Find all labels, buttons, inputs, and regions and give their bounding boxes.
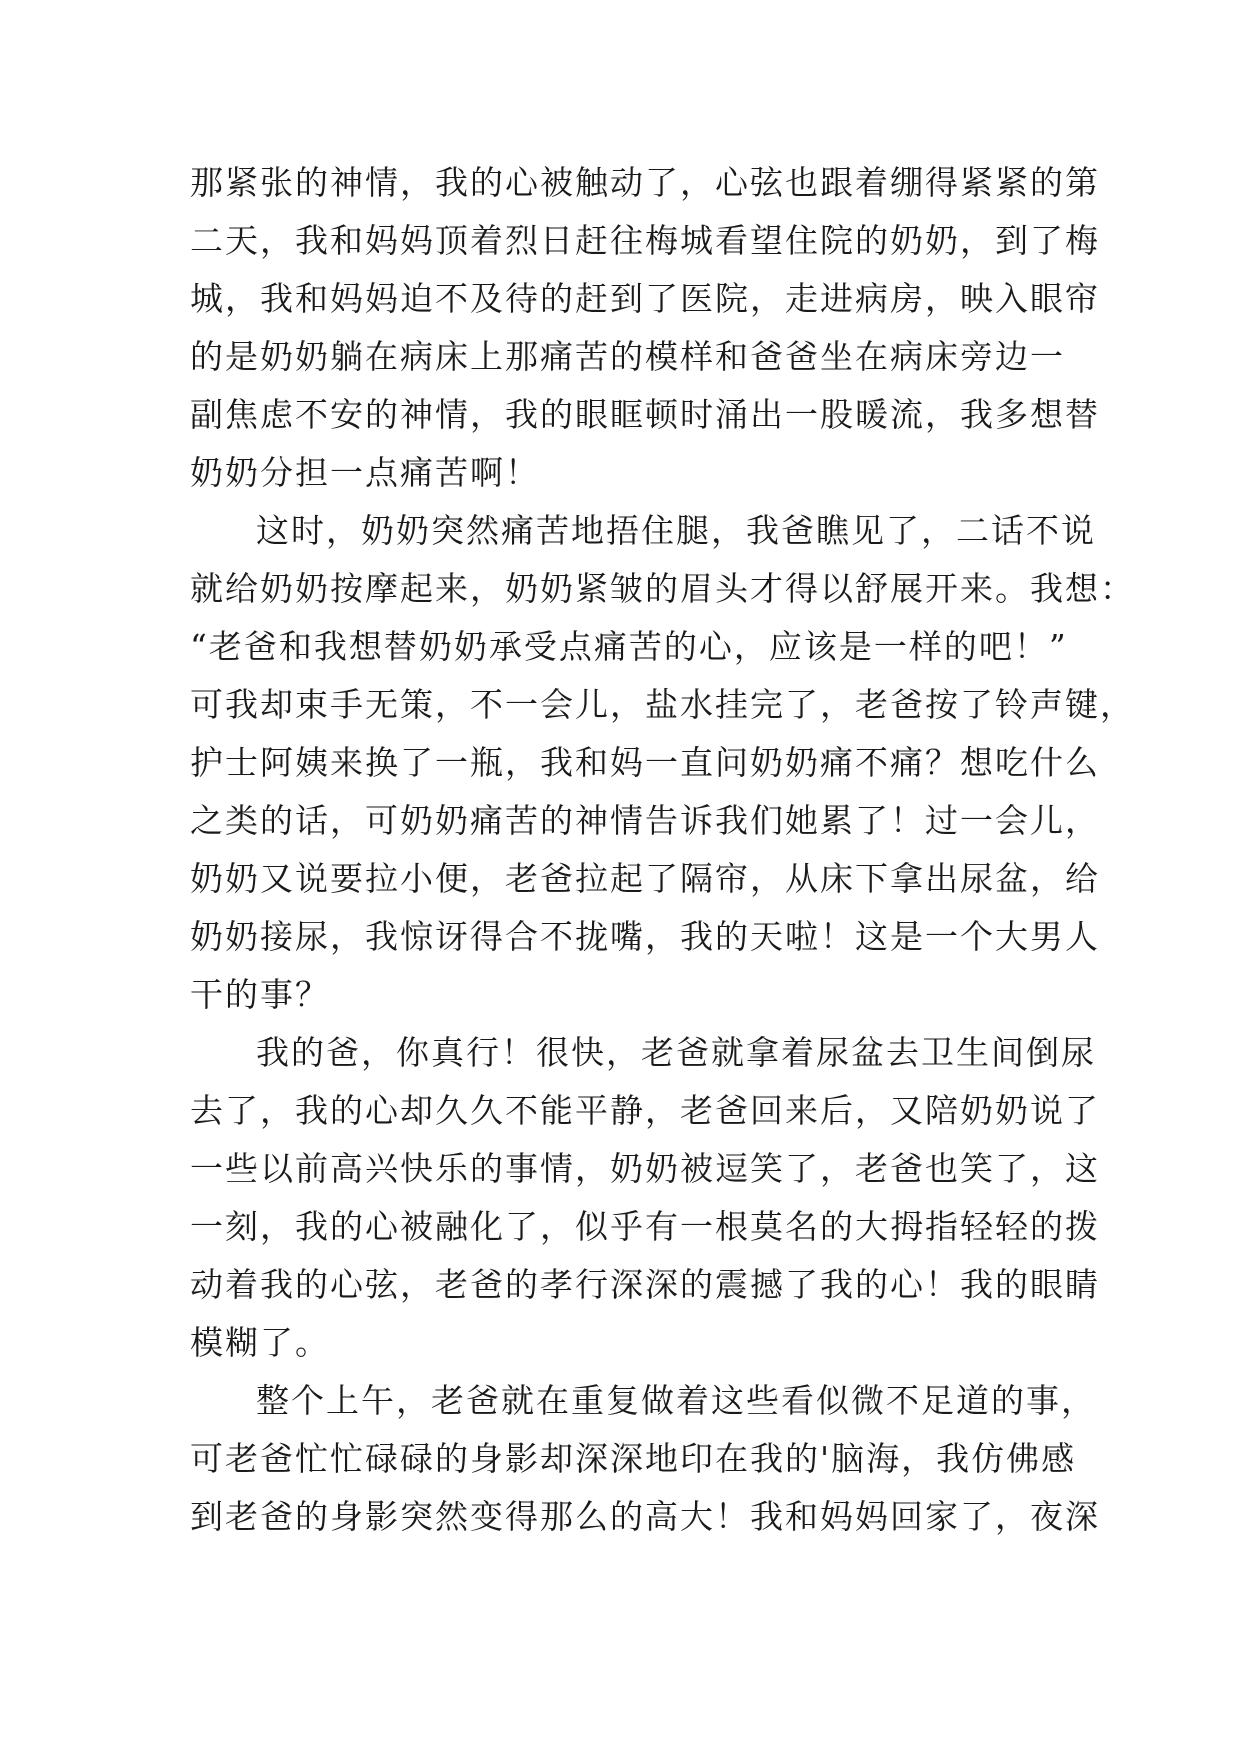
text-line: 去了，我的心却久久不能平静，老爸回来后，又陪奶奶说了 [190,1091,1100,1130]
text-line: 一些以前高兴快乐的事情，奶奶被逗笑了，老爸也笑了，这 [190,1149,1100,1188]
paragraph-first-line: 我的爸，你真行！很快，老爸就拿着尿盆去卫生间倒尿 [256,1033,1096,1072]
text-line: “老爸和我想替奶奶承受点痛苦的心，应该是一样的吧！” [190,627,1068,666]
text-line: 奶奶又说要拉小便，老爸拉起了隔帘，从床下拿出尿盆，给 [190,859,1100,898]
text-line: 副焦虑不安的神情，我的眼眶顿时涌出一股暖流，我多想替 [190,395,1100,434]
text-line: 干的事？ [190,975,330,1014]
text-line: 二天，我和妈妈顶着烈日赶往梅城看望住院的奶奶，到了梅 [190,221,1100,260]
text-line: 奶奶接尿，我惊讶得合不拢嘴，我的天啦！这是一个大男人 [190,917,1100,956]
text-line: 那紧张的神情，我的心被触动了，心弦也跟着绷得紧紧的第 [190,163,1100,202]
text-line: 护士阿姨来换了一瓶，我和妈一直问奶奶痛不痛？想吃什么 [190,743,1100,782]
paragraph-first-line: 这时，奶奶突然痛苦地捂住腿，我爸瞧见了，二话不说 [256,511,1096,550]
text-line: 到老爸的身影突然变得那么的高大！我和妈妈回家了，夜深 [190,1497,1100,1536]
text-line: 之类的话，可奶奶痛苦的神情告诉我们她累了！过一会儿， [190,801,1100,840]
text-line: 动着我的心弦，老爸的孝行深深的震撼了我的心！我的眼睛 [190,1265,1100,1304]
text-line: 一刻，我的心被融化了，似乎有一根莫名的大拇指轻轻的拨 [190,1207,1100,1246]
text-line: 可老爸忙忙碌碌的身影却深深地印在我的'脑海，我仿佛感 [190,1439,1077,1478]
text-line: 就给奶奶按摩起来，奶奶紧皱的眉头才得以舒展开来。我想： [190,569,1135,608]
text-line: 可我却束手无策，不一会儿，盐水挂完了，老爸按了铃声键， [190,685,1135,724]
text-line: 奶奶分担一点痛苦啊！ [190,453,540,492]
paragraph-first-line: 整个上午，老爸就在重复做着这些看似微不足道的事， [256,1381,1096,1420]
text-line: 模糊了。 [190,1323,330,1362]
text-line: 城，我和妈妈迫不及待的赶到了医院，走进病房，映入眼帘 [190,279,1100,318]
text-line: 的是奶奶躺在病床上那痛苦的模样和爸爸坐在病床旁边一 [190,337,1065,376]
